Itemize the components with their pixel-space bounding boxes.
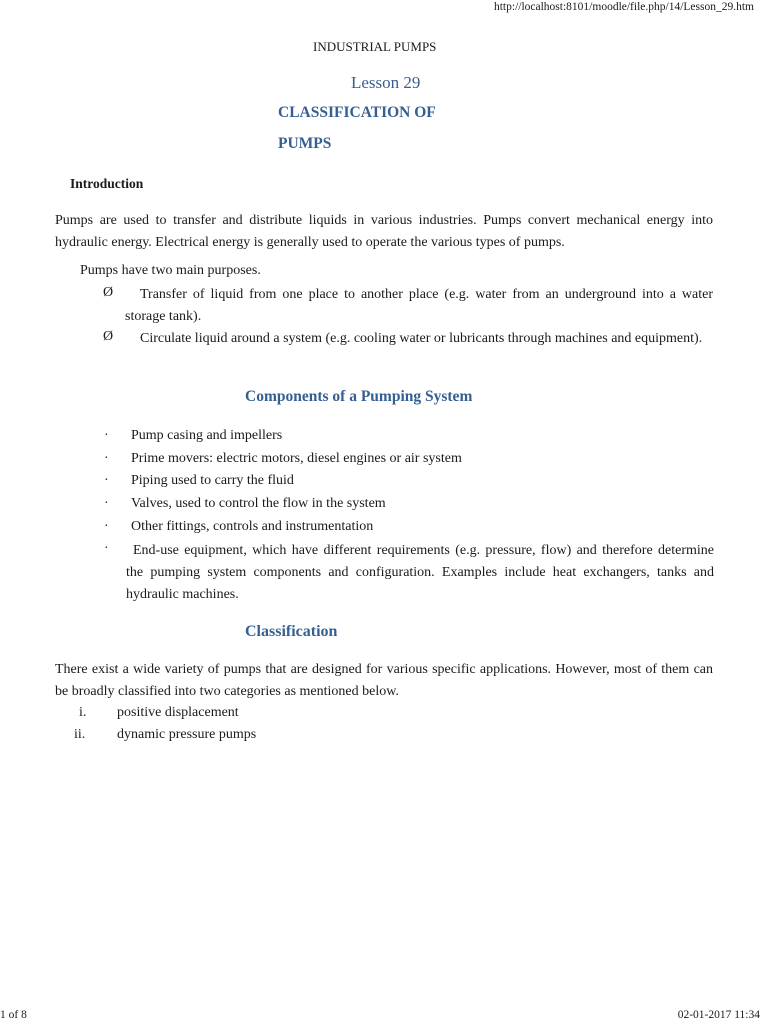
intro-heading: Introduction <box>70 176 144 191</box>
page-url: http://localhost:8101/moodle/file.php/14/Lesson_29.htm <box>493 1 754 13</box>
arrow-bullet-icon: Ø <box>103 329 114 344</box>
purpose-text: Circulate liquid around a system (e.g. cooling water or lubricants through machines and equipment). <box>140 331 703 346</box>
print-datetime: 02-01-2017 11:34 <box>677 1009 760 1021</box>
dot-bullet-icon: · <box>104 496 109 511</box>
component-text: Other fittings, controls and instrumentation <box>131 519 374 534</box>
item-number: ii. <box>74 727 86 742</box>
course-title: INDUSTRIAL PUMPS <box>313 39 437 54</box>
component-text: Valves, used to control the flow in the system <box>131 496 386 511</box>
purposes-lead: Pumps have two main purposes. <box>80 263 261 278</box>
lesson-number: Lesson 29 <box>351 73 421 92</box>
lesson-title-line1: CLASSIFICATION OF <box>278 104 436 121</box>
item-number: i. <box>79 705 87 720</box>
dot-bullet-icon: · <box>104 451 109 466</box>
classification-heading: Classification <box>245 623 338 640</box>
component-text: Pump casing and impellers <box>131 428 283 443</box>
dot-bullet-icon: · <box>104 541 109 556</box>
lesson-title-line2: PUMPS <box>278 135 332 152</box>
arrow-bullet-icon: Ø <box>103 285 114 300</box>
item-text: positive displacement <box>117 705 239 720</box>
components-heading: Components of a Pumping System <box>245 388 473 405</box>
component-text: Prime movers: electric motors, diesel engines or air system <box>131 451 462 466</box>
dot-bullet-icon: · <box>104 473 109 488</box>
classification-paragraph: There exist a wide variety of pumps that are designed for various specific applications. However, most of them can be broadly classified into two categories as mentioned below. <box>55 662 713 699</box>
intro-paragraph: Pumps are used to transfer and distribute liquids in various industries. Pumps convert mechanical energy into hydraulic energy. Electrical energy is generally used to operate the various types of pumps. <box>55 213 713 250</box>
purpose-text: Transfer of liquid from one place to another place (e.g. water from an underground into a water storage tank). <box>125 287 713 324</box>
dot-bullet-icon: · <box>104 519 109 534</box>
item-text: dynamic pressure pumps <box>117 727 257 742</box>
dot-bullet-icon: · <box>104 428 109 443</box>
component-text: Piping used to carry the fluid <box>131 473 294 488</box>
page-number: 1 of 8 <box>0 1009 27 1021</box>
component-text: End-use equipment, which have different requirements (e.g. pressure, flow) and therefore determine the pumping system components and configuration. Examples include heat exchangers, tanks and hydraulic machines. <box>126 543 714 602</box>
